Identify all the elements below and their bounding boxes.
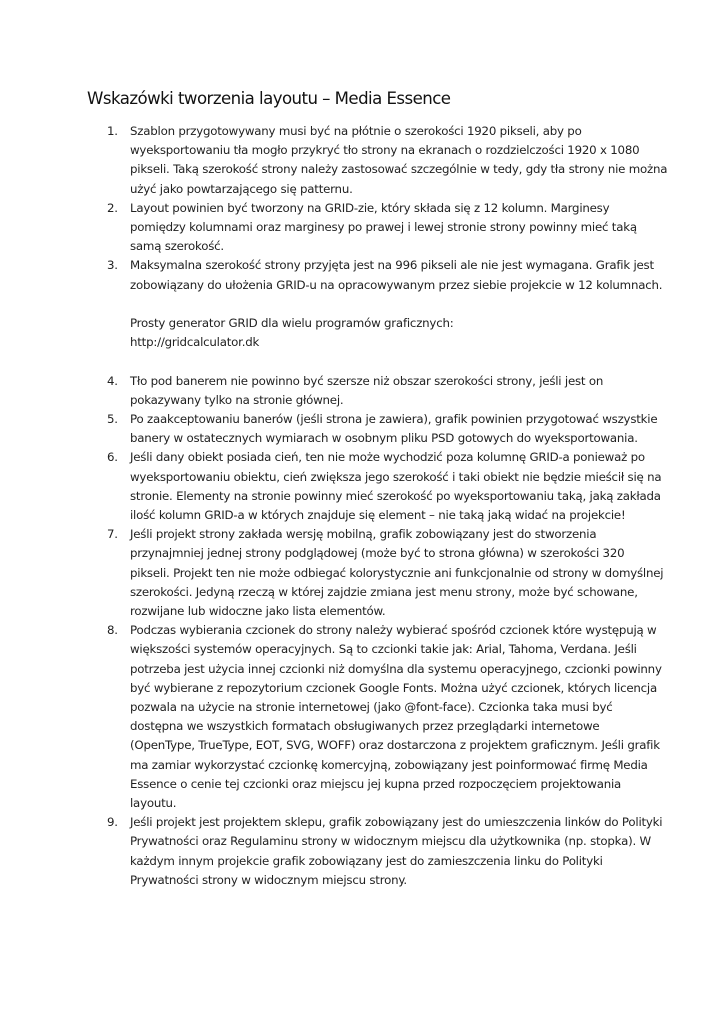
list-item-text-line: Essence o cenie tej czcionki oraz miejscu jej kupna przed rozpoczęciem projektowania xyxy=(130,776,622,791)
spacer xyxy=(130,352,641,371)
list-item-number: 4. xyxy=(107,373,118,388)
list-item-number: 7. xyxy=(107,527,118,542)
list-item-text-line: Po zaakceptowaniu banerów (jeśli strona je zawiera), grafik powinien przygotować wszystkie xyxy=(130,412,658,427)
list-item xyxy=(0,525,725,621)
list-item-text-line: Jeśli projekt jest projektem sklepu, grafik zobowiązany jest do umieszczenia linków do Polityki xyxy=(130,815,663,830)
list-item-text-line: pozwala na użycie na stronie internetowej (jako @font-face). Czcionka taka musi być xyxy=(130,700,613,715)
list-item-text-line: szerokości. Jedyną rzeczą w której zajdzie zmiana jest menu strony, może być schowane, xyxy=(130,584,638,599)
list-item-text-line: Prywatności strony w widocznym miejscu strony. xyxy=(130,872,407,887)
list-item-text-line: rozwijane lub widoczne jako lista elementów. xyxy=(130,604,386,619)
list-item-number: 8. xyxy=(107,623,118,638)
list-item xyxy=(0,621,725,813)
list-item-text-line: zobowiązany do ułożenia GRID-u na opracowywanym przez siebie projekcie w 12 kolumnach. xyxy=(130,277,663,292)
list-item-text-line: pikseli. Taką szerokość strony należy zastosować szczególnie w tedy, gdy tła strony nie można xyxy=(130,162,668,177)
list-item-text-line: wyeksportowaniu obiektu, cień zwiększa jego szerokość i taki obiekt nie będzie mieścił się na xyxy=(130,469,662,484)
list-item-text-line: każdym innym projekcie grafik zobowiązany jest do zamieszczenia linku do Polityki xyxy=(130,853,603,868)
list-item xyxy=(0,199,725,257)
list-item-text-line: wyeksportowaniu tła mogło przykryć tło strony na ekranach o rozdzielczości 1920 x 1080 xyxy=(130,143,640,158)
list-item-text-line: pokazywany tylko na stronie głównej. xyxy=(130,392,344,407)
guidelines-list xyxy=(0,122,725,890)
list-item-text-line: ilość kolumn GRID-a w których znajduje się element – nie taką jaką widać na projekcie! xyxy=(130,508,626,523)
list-item-text-line: Jeśli projekt strony zakłada wersję mobilną, grafik zobowiązany jest do stworzenia xyxy=(130,527,597,542)
list-item xyxy=(0,410,725,448)
list-item-text-line: banery w ostatecznych wymiarach w osobnym pliku PSD gotowych do wyeksportowania. xyxy=(130,431,638,446)
list-item-text-line: Maksymalna szerokość strony przyjęta jest na 996 pikseli ale nie jest wymagana. Grafik jest xyxy=(130,258,654,273)
list-item-text-line: dostępna we wszystkich formatach obsługiwanych przez przeglądarki internetowe xyxy=(130,719,600,734)
list-item-text-line: pomiędzy kolumnami oraz marginesy po prawej i lewej stronie strony powinny mieć taką xyxy=(130,220,637,235)
list-item-text-line: ma zamiar wykorzystać czcionkę komercyjną, zobowiązany jest poinformować firmę Media xyxy=(130,757,648,772)
list-item-text-line: Prywatności oraz Regulaminu strony w widocznym miejscu dla użytkownika (np. stopka). W xyxy=(130,834,651,849)
grid-generator-link[interactable]: http://gridcalculator.dk xyxy=(130,335,260,350)
grid-generator-note: Prosty generator GRID dla wielu programów graficznych: xyxy=(130,316,454,331)
list-item-text-line: samą szerokość. xyxy=(130,239,224,254)
list-item-text-line: stronie. Elementy na stronie powinny mieć szerokość po wyeksportowaniu taką, jaką zakłada xyxy=(130,488,661,503)
list-item-text-line: większości systemów operacyjnych. Są to czcionki takie jak: Arial, Tahoma, Verdana. Jeśli xyxy=(130,642,637,657)
list-item-text-line: pikseli. Projekt ten nie może odbiegać kolorystycznie ani funkcjonalnie od strony w domyślnej xyxy=(130,565,664,580)
list-item-text-line: Podczas wybierania czcionek do strony należy wybierać spośród czcionek które występują w xyxy=(130,623,657,638)
list-item xyxy=(0,813,725,890)
list-item-text-line: Jeśli dany obiekt posiada cień, ten nie może wychodzić poza kolumnę GRID-a ponieważ po xyxy=(130,450,645,465)
document-title: Wskazówki tworzenia layoutu – Media Essence xyxy=(87,89,451,108)
list-item-number: 3. xyxy=(107,258,118,273)
list-item-text-line: (OpenType, TrueType, EOT, SVG, WOFF) oraz dostarczona z projektem graficznym. Jeśli grafik xyxy=(130,738,660,753)
list-item-text-line: potrzeba jest użycia innej czcionki niż domyślna dla systemu operacyjnego, czcionki powinny xyxy=(130,661,662,676)
list-item-number: 1. xyxy=(107,124,118,138)
list-item-number: 2. xyxy=(107,200,118,215)
list-item-text-line: Szablon przygotowywany musi być na płótnie o szerokości 1920 pikseli, aby po xyxy=(130,124,582,138)
spacer xyxy=(130,295,641,314)
list-item-number: 6. xyxy=(107,450,118,465)
list-item-text-line: Tło pod banerem nie powinno być szersze niż obszar szerokości strony, jeśli jest on xyxy=(130,373,604,388)
list-item-text-line: być wybierane z repozytorium czcionek Google Fonts. Można użyć czcionek, których licencja xyxy=(130,680,658,695)
list-item xyxy=(0,256,725,371)
list-item xyxy=(0,372,725,410)
list-item-text-line: layoutu. xyxy=(130,796,177,811)
list-item-text-line: użyć jako powtarzającego się patternu. xyxy=(130,181,353,196)
list-item-number: 9. xyxy=(107,815,118,830)
list-item xyxy=(0,448,725,525)
list-item-text-line: Layout powinien być tworzony na GRID-zie, który składa się z 12 kolumn. Marginesy xyxy=(130,200,610,215)
list-item xyxy=(0,122,725,199)
list-item-number: 5. xyxy=(107,412,118,427)
list-item-text-line: przynajmniej jednej strony podglądowej (może być to strona główna) w szerokości 320 xyxy=(130,546,625,561)
